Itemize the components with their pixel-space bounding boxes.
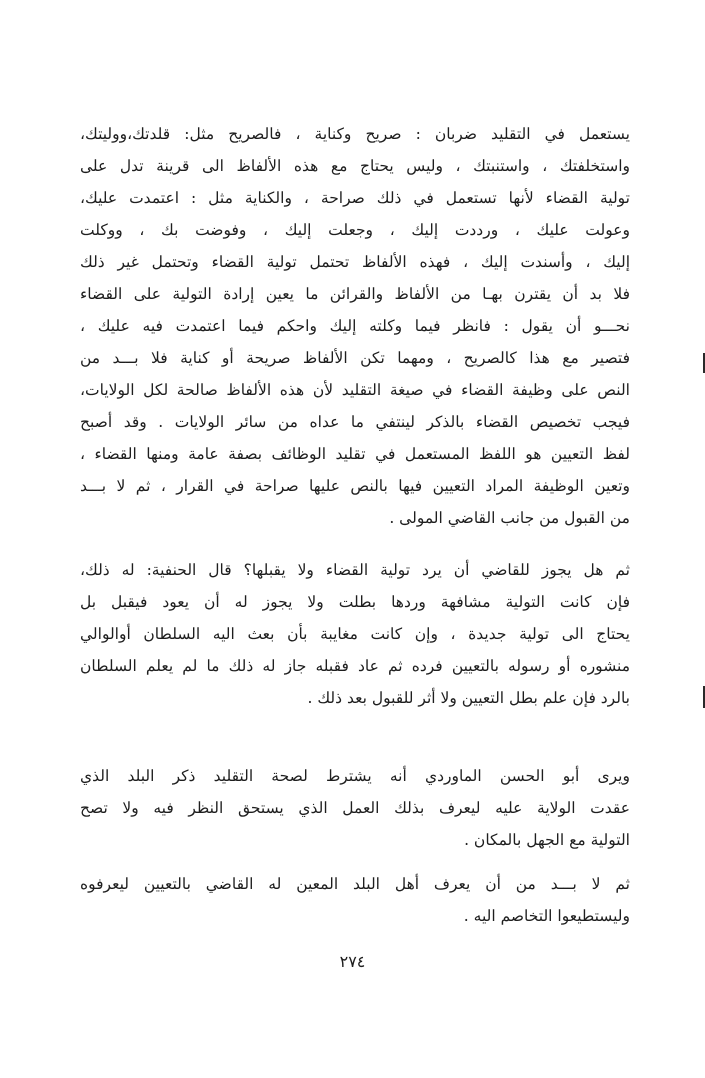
text-line: لفظ التعيين هو اللفظ المستعمل في تقليد الوظائف بصفة عامة ومنها القضاء ، bbox=[80, 445, 630, 463]
text-line: التولية مع الجهل بالمكان . bbox=[464, 831, 630, 849]
text-line: بالرد فإن علم بطل التعيين ولا أثر للقبول بعد ذلك . bbox=[307, 689, 630, 707]
text-line: تولية القضاء لأنها تستعمل في ذلك صراحة ، والكناية مثل : اعتمدت عليك، bbox=[80, 189, 630, 207]
paragraph-2 bbox=[80, 554, 630, 714]
text-line: وعولت عليك ، ورددت إليك ، وجعلت إليك ، وفوضت بك ، ووكلت bbox=[80, 221, 630, 239]
text-line: وتعين الوظيفة المراد التعيين فيها بالنص عليها صراحة في القرار ، ثم لا بـــد bbox=[80, 477, 630, 495]
paragraph-3 bbox=[80, 760, 630, 856]
text-line: وليستطيعوا التخاصم اليه . bbox=[463, 907, 630, 925]
text-line: فتصير مع هذا كالصريح ، ومهما تكن الألفاظ صريحة أو كناية فلا بـــد من bbox=[80, 349, 630, 367]
text-line: فلا بد أن يقترن بهـا من الألفاظ والقرائن ما يعين إرادة التولية على القضاء bbox=[80, 285, 630, 303]
paragraph-4 bbox=[80, 868, 630, 932]
text-line: نحـــو أن يقول : فانظر فيما وكلته إليك واحكم فيما اعتمدت فيه عليك ، bbox=[80, 317, 630, 335]
text-line: فإن كانت التولية مشافهة وردها بطلت ولا يجوز له أن يعود فيقبل بل bbox=[80, 593, 630, 611]
text-line: يستعمل في التقليد ضربان : صريح وكناية ، فالصريح مثل: قلدتك،ووليتك، bbox=[80, 125, 630, 143]
text-line: واستخلفتك ، واستنبتك ، وليس يحتاج مع هذه الألفاظ الى قرينة تدل على bbox=[80, 157, 630, 175]
text-line: يحتاج الى تولية جديدة ، وإن كانت مغايبة بأن بعث اليه السلطان أوالوالي bbox=[80, 625, 630, 643]
text-line: من القبول من جانب القاضي المولى . bbox=[389, 509, 630, 527]
paragraph-1 bbox=[80, 118, 630, 534]
text-line: عقدت الولاية عليه ليعرف بذلك العمل الذي يستحق النظر فيه ولا تصح bbox=[80, 799, 630, 817]
text-line: فيجب تخصيص القضاء بالذكر لينتفي ما عداه من سائر الولايات . وقد أصبح bbox=[80, 413, 630, 431]
text-line: النص على وظيفة القضاء في صيغة التقليد لأن هذه الألفاظ صالحة لكل الولايات، bbox=[80, 381, 630, 399]
text-line: ثم لا بـــد من أن يعرف أهل البلد المعين له القاضي بالتعيين ليعرفوه bbox=[80, 875, 630, 893]
text-line: ثم هل يجوز للقاضي أن يرد تولية القضاء ولا يقبلها؟ قال الحنفية: له ذلك، bbox=[80, 561, 630, 579]
page-number: ٢٧٤ bbox=[339, 952, 366, 971]
text-line: ويرى أبو الحسن الماوردي أنه يشترط لصحة التقليد ذكر البلد الذي bbox=[80, 767, 630, 785]
text-line: منشوره أو رسوله بالتعيين فرده ثم عاد فقبله جاز له ذلك ما لم يعلم السلطان bbox=[80, 657, 630, 675]
text-line: إليك ، وأسندت إليك ، فهذه الألفاظ تحتمل تولية القضاء وتحتمل غير ذلك bbox=[80, 253, 630, 271]
